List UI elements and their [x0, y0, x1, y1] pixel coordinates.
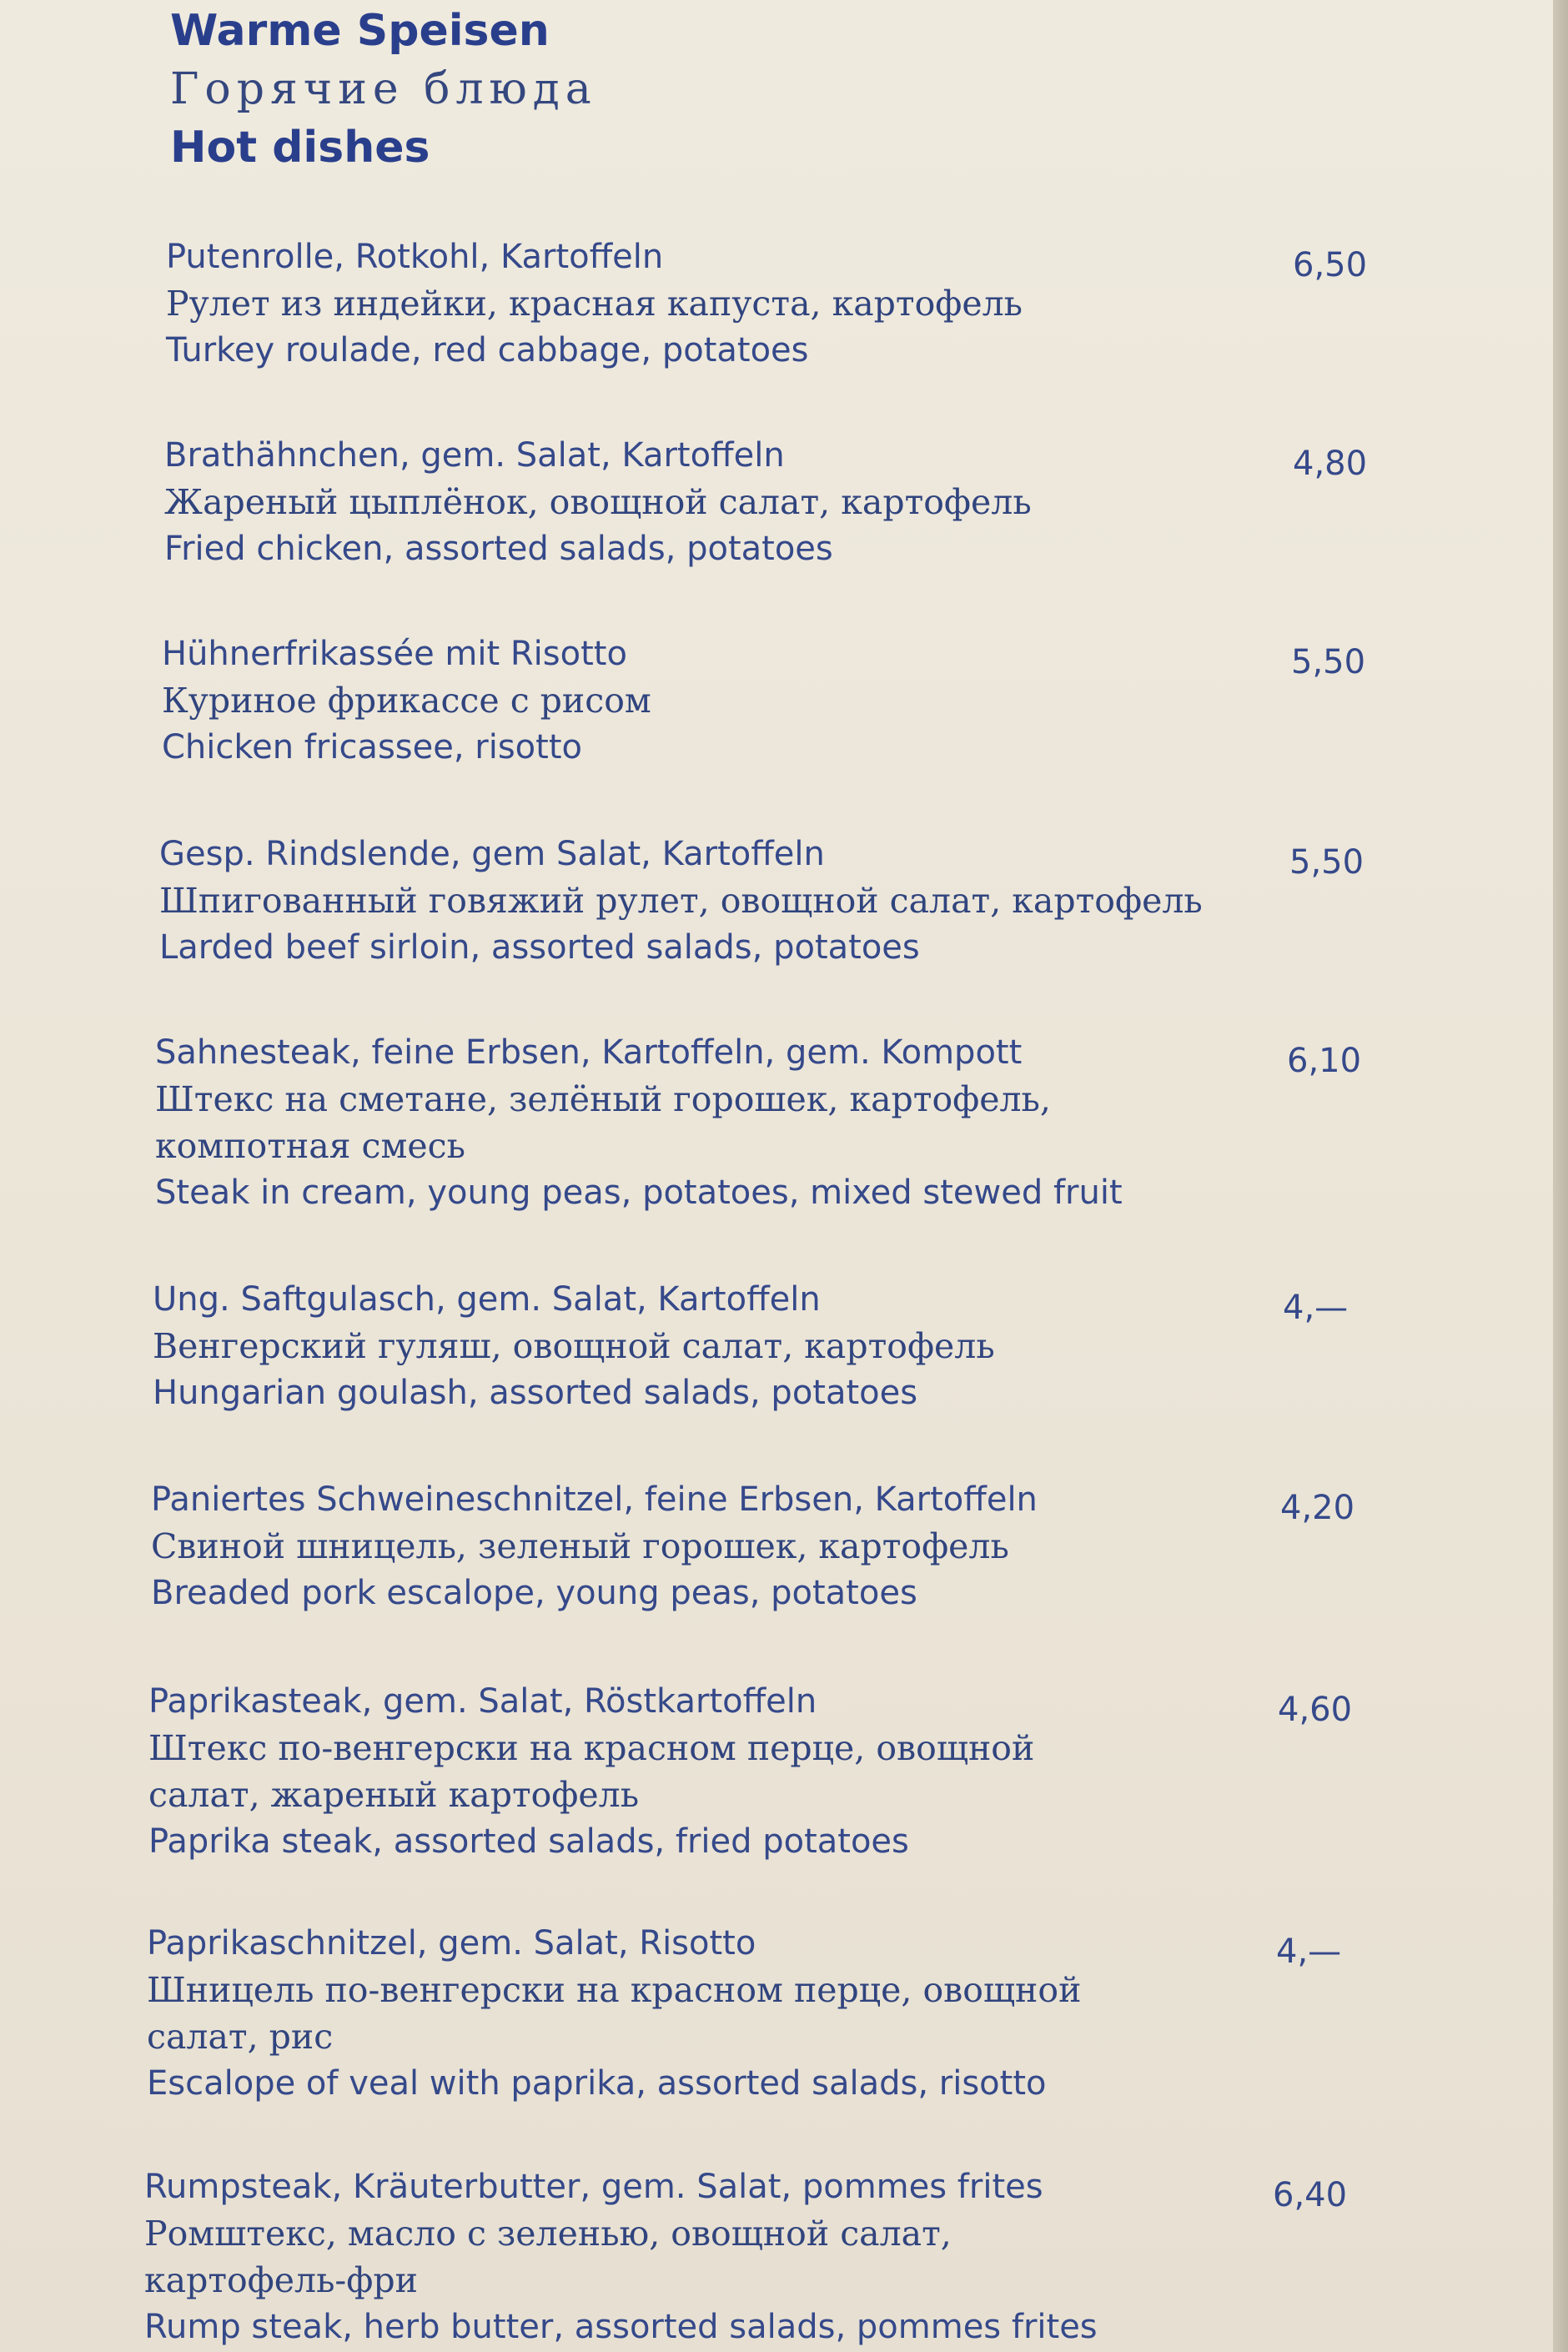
dish-name-russian: Ромштекс, масло с зеленью, овощной салат, — [144, 2214, 952, 2254]
dish-price: 6,10 — [1287, 1042, 1362, 1080]
dish-name-english: Escalope of veal with paprika, assorted salads, risotto — [147, 2064, 1047, 2103]
dish-name-russian: салат, жареный картофель — [148, 1775, 640, 1815]
dish-price: 5,50 — [1291, 643, 1366, 681]
page-fold-shadow — [1553, 0, 1568, 2352]
dish-price: 4,20 — [1280, 1489, 1355, 1527]
section-title-german: Warme Speisen — [170, 6, 550, 56]
dish-price: 4,80 — [1293, 445, 1368, 483]
dish-name-english: Larded beef sirloin, assorted salads, potatoes — [159, 928, 920, 967]
dish-name-german: Hühnerfrikassée mit Risotto — [162, 635, 627, 673]
menu-item — [148, 1678, 1416, 1865]
dish-name-english: Hungarian goulash, assorted salads, potatoes — [153, 1374, 918, 1412]
dish-name-german: Putenrolle, Rotkohl, Kartoffeln — [166, 238, 664, 276]
dish-name-russian: Жареный цыплёнок, овощной салат, картофель — [164, 482, 1032, 522]
dish-price: 5,50 — [1289, 843, 1364, 882]
dish-name-russian: Шницель по-венгерски на красном перце, овощной — [147, 1970, 1082, 2010]
menu-item — [144, 2164, 1412, 2350]
dish-name-english: Chicken fricassee, risotto — [162, 728, 582, 766]
dish-price: 4,— — [1276, 1932, 1342, 1971]
dish-price: 6,40 — [1273, 2176, 1348, 2214]
dish-name-russian: Штекс на сметане, зелёный горошек, картофель, — [155, 1079, 1051, 1119]
dish-name-german: Paprikaschnitzel, gem. Salat, Risotto — [147, 1924, 756, 1963]
menu-item — [147, 1920, 1415, 2107]
dish-name-english: Turkey roulade, red cabbage, potatoes — [166, 331, 809, 369]
dish-name-german: Paniertes Schweineschnitzel, feine Erbsen, Kartoffeln — [151, 1480, 1038, 1519]
dish-name-german: Paprikasteak, gem. Salat, Röstkartoffeln — [148, 1682, 817, 1721]
dish-name-russian: компотная смесь — [155, 1126, 465, 1166]
dish-name-german: Sahnesteak, feine Erbsen, Kartoffeln, gem. Kompott — [155, 1033, 1023, 1072]
dish-name-english: Breaded pork escalope, young peas, potatoes — [151, 1574, 917, 1612]
dish-name-english: Paprika steak, assorted salads, fried potatoes — [148, 1822, 909, 1861]
dish-name-russian: салат, рис — [147, 2017, 334, 2057]
dish-name-russian: Штекс по-венгерски на красном перце, овощной — [148, 1728, 1035, 1768]
dish-name-english: Rump steak, herb butter, assorted salads, pommes frites — [144, 2308, 1098, 2346]
dish-name-russian: Куриное фрикассе с рисом — [162, 681, 651, 721]
dish-price: 6,50 — [1293, 246, 1368, 284]
menu-item — [164, 432, 1432, 572]
dish-name-russian: Рулет из индейки, красная капуста, картофель — [166, 284, 1023, 324]
dish-name-english: Steak in cream, young peas, potatoes, mixed stewed fruit — [155, 1173, 1123, 1212]
dish-name-german: Gesp. Rindslende, gem Salat, Kartoffeln — [159, 835, 825, 873]
section-title-english: Hot dishes — [170, 123, 430, 173]
section-header — [170, 2, 597, 177]
menu-item — [162, 631, 1430, 771]
dish-name-german: Brathähnchen, gem. Salat, Kartoffeln — [164, 436, 785, 475]
menu-item — [151, 1476, 1419, 1616]
menu-item — [153, 1276, 1420, 1416]
dish-name-english: Fried chicken, assorted salads, potatoes — [164, 530, 833, 568]
dish-price: 4,60 — [1278, 1691, 1353, 1729]
dish-name-german: Ung. Saftgulasch, gem. Salat, Kartoffeln — [153, 1280, 821, 1319]
section-title-russian: Горячие блюда — [170, 64, 597, 114]
menu-item — [159, 831, 1427, 971]
menu-item — [166, 234, 1434, 374]
dish-name-russian: картофель-фри — [144, 2260, 418, 2300]
dish-price: 4,— — [1283, 1289, 1349, 1327]
dish-name-german: Rumpsteak, Kräuterbutter, gem. Salat, pommes frites — [144, 2168, 1043, 2206]
dish-name-russian: Шпигованный говяжий рулет, овощной салат, картофель — [159, 881, 1203, 921]
dish-name-russian: Свиной шницель, зеленый горошек, картофель — [151, 1526, 1009, 1566]
dish-name-russian: Венгерский гуляш, овощной салат, картофель — [153, 1326, 995, 1366]
menu-item — [155, 1029, 1423, 1216]
